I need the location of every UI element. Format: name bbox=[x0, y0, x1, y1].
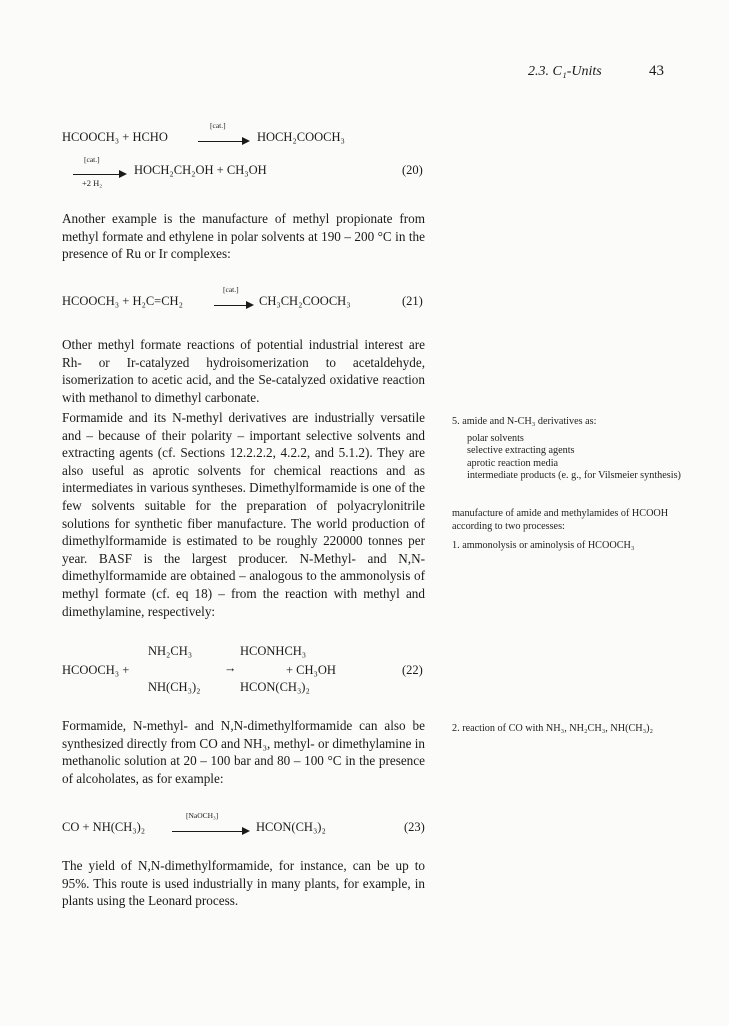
margin-note-5-heading: 5. amide and N-CH₃ derivatives as: bbox=[452, 416, 597, 427]
eq23-product: HCON(CH₃)₂ bbox=[256, 820, 326, 834]
eq20-product-1: HOCH₂COOCH₃ bbox=[257, 130, 345, 144]
paragraph-yield: The yield of N,N-dimethylformamide, for instance, can be up to 95%. This route is used industrially in many plants, for example, in plants using the Leonard process. bbox=[62, 858, 425, 909]
margin-note-item: intermediate products (e. g., for Vilsmeier synthesis) bbox=[467, 470, 681, 482]
paragraph-methyl-propionate: Another example is the manufacture of methyl propionate from methyl formate and ethylene in polar solvents at 190 – 200 °C in the presence of Ru or Ir complexes: bbox=[62, 211, 425, 262]
eq22-reactant: HCOOCH₃ + bbox=[62, 663, 130, 677]
paragraph-direct-synthesis: Formamide, N-methyl- and N,N-dimethylformamide can also be synthesized directly from CO and NH₃, methyl- or dimethylamine in methanolic solution at 20 – 100 bar and 80 – 100 °C in the presence of alcoholates, as for example: bbox=[62, 718, 425, 786]
eq20-catalyst-label-2: [cat.] bbox=[84, 155, 100, 164]
margin-note-5 bbox=[452, 416, 684, 483]
eq20-reactants: HCOOCH₃ + HCHO bbox=[62, 130, 168, 144]
margin-note-item: polar solvents bbox=[467, 432, 524, 444]
paragraph-formamide: Formamide and its N-methyl derivatives are industrially versatile and – because of their polarity – important selective solvents and extracting agents (cf. Sections 12.2.2.2, 4.2.2, and 5.1.2). They are also useful as aprotic solvents for chemical reactions and as intermediates in various syntheses. Dimethylformamide is one of the few solvents suitable for the preparation of polyacrylonitrile solutions for synthetic fiber manufacture. The world production of dimethylformamide is estimated to be roughly 220000 tonnes per year. BASF is the largest producer. N-Methyl- and N,N-dimethylformamide are obtained – analogous to the ammonolysis of methyl formate (cf. eq 18) – from the reaction with methyl and dimethylamine, respectively: bbox=[62, 410, 425, 619]
eq21-product: CH₃CH₂COOCH₃ bbox=[259, 294, 351, 308]
eq22-byproduct: + CH₃OH bbox=[286, 663, 336, 677]
margin-note-process-2: 2. reaction of CO with NH₃, NH₂CH₃, NH(CH₃)₂ bbox=[452, 723, 654, 734]
eq20-reaction-arrow bbox=[198, 133, 250, 151]
equation-number-21: (21) bbox=[402, 294, 423, 308]
eq22-arrow: → bbox=[224, 661, 237, 675]
margin-note-item: selective extracting agents bbox=[467, 445, 575, 457]
eq22-reagent-bottom: NH(CH₃)₂ bbox=[148, 680, 201, 694]
eq22-reagent-top: NH₂CH₃ bbox=[148, 644, 193, 658]
eq21-catalyst-label: [cat.] bbox=[223, 285, 239, 294]
margin-note-manufacture: manufacture of amide and methylamides of HCOOH according to two processes: bbox=[452, 508, 669, 532]
paragraph-other-reactions: Other methyl formate reactions of potential industrial interest are Rh- or Ir-catalyzed hydroisomerization to acetaldehyde, isomerization to acetic acid, and the Se-catalyzed oxidative reaction with methanol to dimethyl carbonate. bbox=[62, 337, 425, 405]
eq20-hydrogen-condition: +2 H₂ bbox=[82, 178, 103, 188]
equation-number-23: (23) bbox=[404, 820, 425, 834]
page-number: 43 bbox=[649, 63, 664, 79]
eq20-catalyst-label: [cat.] bbox=[210, 121, 226, 130]
eq21-reactants: HCOOCH₃ + H₂C=CH₂ bbox=[62, 294, 183, 308]
equation-20-line1 bbox=[62, 130, 168, 145]
margin-note-process-1: 1. ammonolysis or aminolysis of HCOOCH₃ bbox=[452, 540, 635, 551]
eq21-reaction-arrow bbox=[214, 297, 254, 315]
eq23-reaction-arrow bbox=[172, 823, 250, 841]
running-header-title: 2.3. C₁-Units bbox=[528, 64, 602, 79]
eq22-product-top: HCONHCH₃ bbox=[240, 644, 307, 658]
margin-note-item: aprotic reaction media bbox=[467, 457, 559, 469]
eq23-reactants: CO + NH(CH₃)₂ bbox=[62, 820, 146, 834]
equation-number-20: (20) bbox=[402, 163, 423, 177]
eq22-product-bottom: HCON(CH₃)₂ bbox=[240, 680, 310, 694]
equation-number-22: (22) bbox=[402, 663, 423, 677]
eq20-product-2: HOCH₂CH₂OH + CH₃OH bbox=[134, 163, 267, 177]
eq23-catalyst-label: [NaOCH₃] bbox=[186, 811, 219, 820]
